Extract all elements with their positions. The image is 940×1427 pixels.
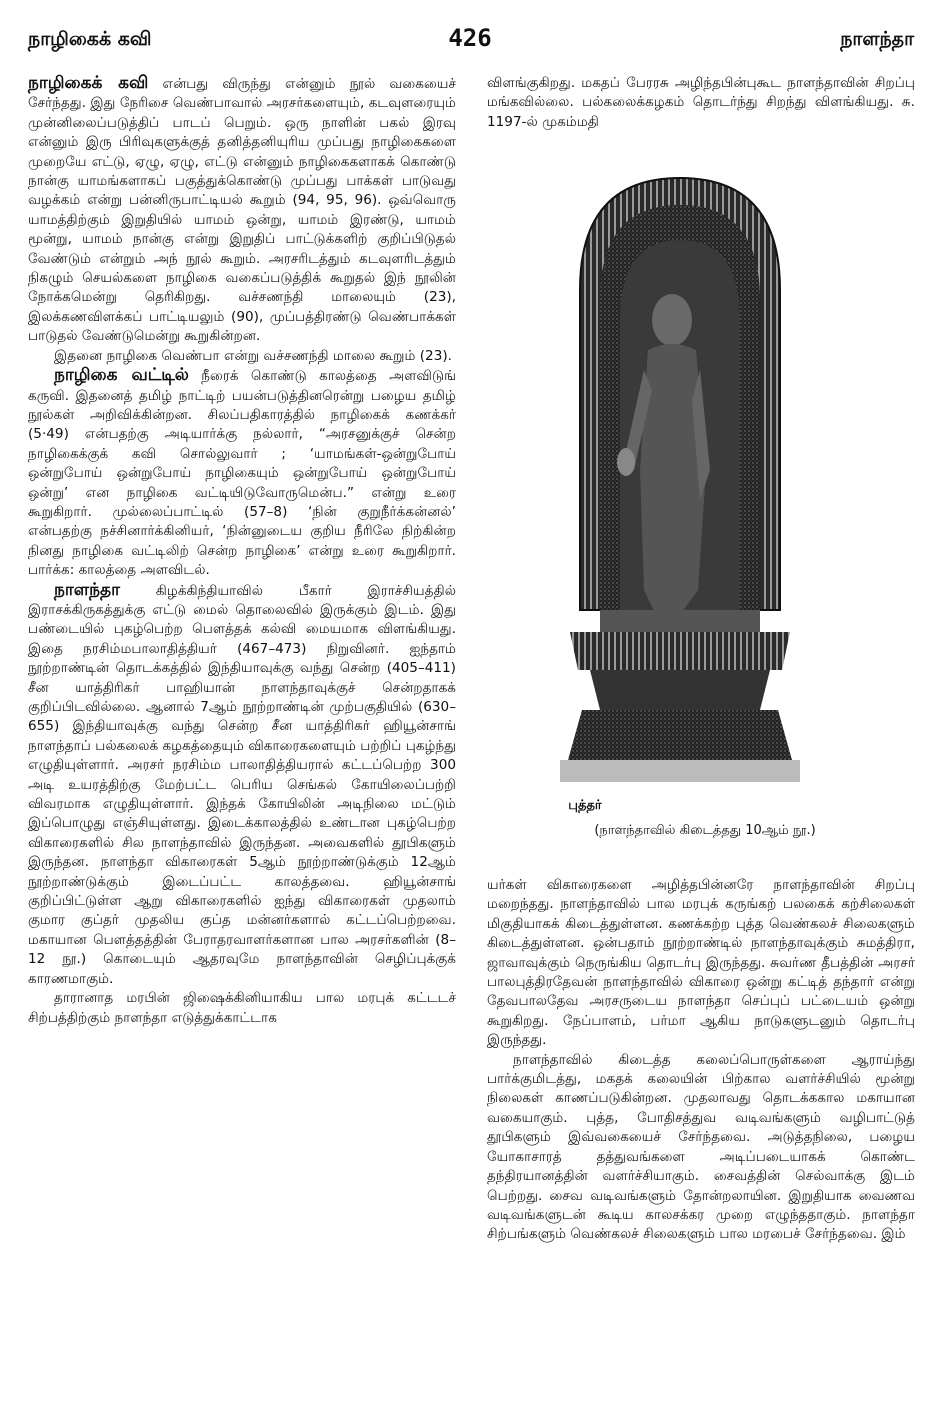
right-column-top (487, 74, 915, 132)
running-head-right: நாளந்தா (840, 28, 914, 50)
entry-nalanda (28, 581, 456, 990)
page-number: 426 (448, 24, 492, 52)
entry-continuation: விளங்குகிறது. மகதப் பேரரசு அழிந்தபின்புகூட நாளந்தாவின் சிறப்பு மங்கவில்லை. பல்கலைக்கழகம் தொடர்ந்து சிறந்து விளங்கியது. சு. 1197-ல் முகம்மதி (487, 75, 915, 130)
right-column-bottom (487, 876, 915, 1245)
entry-headword: நாழிகை வட்டில் (54, 365, 189, 386)
entry-headword: நாழிகைக் கவி (28, 73, 149, 93)
buddha-statue-image (560, 170, 800, 785)
entry-paragraph: தாரானாத மரபின் ஜிஷைக்கினியாகிய பால மரபுக் கட்டடச் சிற்பத்திற்கும் நாளந்தா எடுத்துக்காட்டாக (28, 990, 456, 1026)
entry-text: நீரைக் கொண்டு காலத்தை அளவிடுங் கருவி. இதனைத் தமிழ் நாட்டிற் பயன்படுத்தினரென்று பழைய தமிழ் நூல்கள் அறிவிக்கின்றன. சிலப்பதிகாரத்தில் நாழிகைக் கணக்கர் (5·49) என்பதற்கு அடியார்க்கு நல்லார், “அரசனுக்குச் சென்ற நாழிகைக்குக் கவி சொல்லுவார் ; ‘யாமங்கள்-ஒன்றுபோய் ஒன்றுபோய் ஒன்றுபோய் நாழிகையும் ஒன்றுபோய் ஒன்றுபோய் ஒன்று’ என நாழிகை வட்டியிடுவோருமென்ப.” என்று உரை கூறுகிறார். முல்லைப்பாட்டில் (57–8) ‘நின் குறுநீர்க்கன்னல்’ என்பதற்கு நச்சினார்க்கினியர், ‘நின்னுடைய குறிய நீரிலே நிற்கின்ற நினது நாழிகை வட்டிலிற் சென்ற நாழிகை’ என்று உரை கூறுகிறார். பார்க்க: காலத்தை அளவிடல். (28, 368, 456, 579)
figure-label: புத்தர் (568, 798, 602, 813)
left-column (28, 74, 456, 1028)
entry-text: கிழக்கிந்தியாவில் பீகார் இராச்சியத்தில் இராசக்கிருகத்துக்கு எட்டு மைல் தொலைவில் இருக்கும் இடம். இது பண்டையில் புகழ்பெற்ற பௌத்தக் கல்வி மையமாக விளங்கியது. இதை நரசிம்மபாலாதித்தியர் (467–473) நிறுவினர். ஐந்தாம் நூற்றாண்டின் தொடக்கத்தில் இந்தியாவுக்கு வந்து சென்ற (405–411) சீன யாத்திரிகர் பாஹியான் நாளந்தாவுக்குச் சென்றதாகக் குறிப்பிடவில்லை. ஆனால் 7ஆம் நூற்றாண்டின் முற்பகுதியில் (630–655) இந்தியாவுக்கு வந்து சென்ற சீன யாத்திரிகர் ஹியூன்சாங் நாளந்தாப் பல்கலைக் கழகத்தையும் விகாரைகளையும் பற்றிப் புகழ்ந்து எழுதியுள்ளார். அரசர் நரசிம்ம பாலாதித்தியரால் கட்டப்பெற்ற 300 அடி உயரத்திற்கு மேற்பட்ட பெரிய செங்கல் கோயிலைப்பற்றி விவரமாக எழுதியுள்ளார். இந்தக் கோயிலின் அடிநிலை மட்டும் இப்பொழுது எஞ்சியுள்ளது. இடைக்காலத்தில் உண்டான புகழ்பெற்ற விகாரைகளில் சில நாளந்தாவில் இருந்தன. அவைகளில் தூபிகளும் இருந்தன. நாளந்தா விகாரைகள் 5ஆம் நூற்றாண்டுக்கும் 12ஆம் நூற்றாண்டுக்கும் இடைப்பட்ட காலத்தவை. ஹியூன்சாங் குறிப்பிட்டுள்ள ஆறு விகாரைகளில் ஐந்து விகாரைகள் முதலாம் குமார குப்தர் முதலிய குப்த மன்னர்களால் கட்டப்பெற்றவை. மகாயான பௌத்தத்தின் பேராதரவாளர்களான பால அரசர்களின் (8–12 நூ.) கொடையும் ஆதரவுமே நாளந்தாவின் செழிப்புக்குக் காரணமாகும். (28, 582, 456, 987)
entry-paragraph: யர்கள் விகாரைகளை அழித்தபின்னரே நாளந்தாவின் சிறப்பு மறைந்தது. நாளந்தாவில் பால மரபுக் கருங்கற் பலகைக் கற்சிலைகள் மிகுதியாகக் கிடைத்துள்ளன. கணக்கற்ற புத்த வெண்கலச் சிலைகளும் கிடைத்துள்ளன. ஒன்பதாம் நூற்றாண்டில் நாளந்தாவுக்கும் சுமத்திரா, ஜாவாவுக்கும் நெருங்கிய தொடர்பு இருந்தது. சுவர்ண தீபத்தின் அரசர் பாலபுத்திரதேவன் நாளந்தாவில் விகாரை ஒன்று கட்டித் தந்தார் என்று தேவபாலதேவ அரசருடைய நாளந்தா செப்புப் பட்டையம் ஒன்று கூறுகிறது. நேப்பாளம், பர்மா ஆகிய நாடுகளுடனும் தொடர்பு இருந்தது. (487, 877, 915, 1049)
entry-paragraph: இதனை நாழிகை வெண்பா என்று வச்சணந்தி மாலை கூறும் (23). (54, 347, 452, 364)
figure-caption: (நாளந்தாவில் கிடைத்தது 10ஆம் நூ.) (594, 823, 816, 838)
entry-nazhigai-kavi (28, 74, 456, 347)
running-head-left: நாழிகைக் கவி (28, 28, 152, 50)
entry-text: என்பது விருந்து என்னும் நூல் வகையைச் சேர்ந்தது. இது நேரிசை வெண்பாவால் அரசர்களையும், கடவுளரையும் முன்னிலைப்படுத்திப் பாடப் பெறும். ஒரு நாளின் பகல் இரவு என்னும் இரு பிரிவுகளுக்குத் தனித்தனியுரிய முப்பது நாழிகைகளை முறையே எட்டு, ஏழு, ஏழு, எட்டு என்னும் நாழிகைகளாகக் கொண்டு நான்கு யாமங்களாகப் பகுத்துக்கொண்டு முப்பது பாக்கள் பாடுவது வழக்கம் என்று பன்னிருபாட்டியல் கூறும் (94, 95, 96). ஒவ்வொரு யாமத்திற்கும் இறுதியில் யாமம் ஒன்று, யாமம் இரண்டு, யாமம் மூன்று, யாமம் நான்கு என்று இறுதிப் பாட்டுக்களிற் குறிப்பிடுதல் வேண்டும் என்றும் அந் நூல் கூறும். அரசரிடத்தும் கடவுளரிடத்தும் நிகழும் செயல்களை நாழிகை வகைப்படுத்திக் கூறுதல் இந் நூலின் நோக்கமென்று தெரிகிறது. வச்சணந்தி மாலையும் (23), இலக்கணவிளக்கப் பாட்டியலும் (90), முப்பத்திரண்டு வெண்பாக்கள் பாடுதல் வேண்டுமென்று கூறுகின்றன. (28, 76, 456, 345)
entry-nazhigai-vattil (28, 366, 456, 580)
entry-headword: நாளந்தா (54, 579, 120, 600)
entry-paragraph: நாளந்தாவில் கிடைத்த கலைப்பொருள்களை ஆராய்ந்து பார்க்குமிடத்து, மகதக் கலையின் பிற்கால வளர்ச்சியில் மூன்று நிலைகள் காணப்படுகின்றன. முதலாவது தொடக்ககால மகாயான வகையாகும். புத்த, போதிசத்துவ வடிவங்களும் வழிபாட்டுத் தூபிகளும் இவ்வகையைச் சேர்ந்தவை. அடுத்தநிலை, பழைய யோகாசாரத் தத்துவங்களை அடிப்படையாகக் கொண்ட தந்திரயானத்தின் வளர்ச்சியாகும். சைவத்தின் செல்வாக்கு இடம் பெற்றது. சைவ வடிவங்களும் தோன்றலாயின. இறுதியாக வைணவ வடிவங்களுடன் கூடிய காலசக்கர முறை எழுந்ததாகும். நாளந்தா சிற்பங்களும் வெண்கலச் சிலைகளும் பால மரபைச் சேர்ந்தவை. இம் (487, 1051, 915, 1243)
